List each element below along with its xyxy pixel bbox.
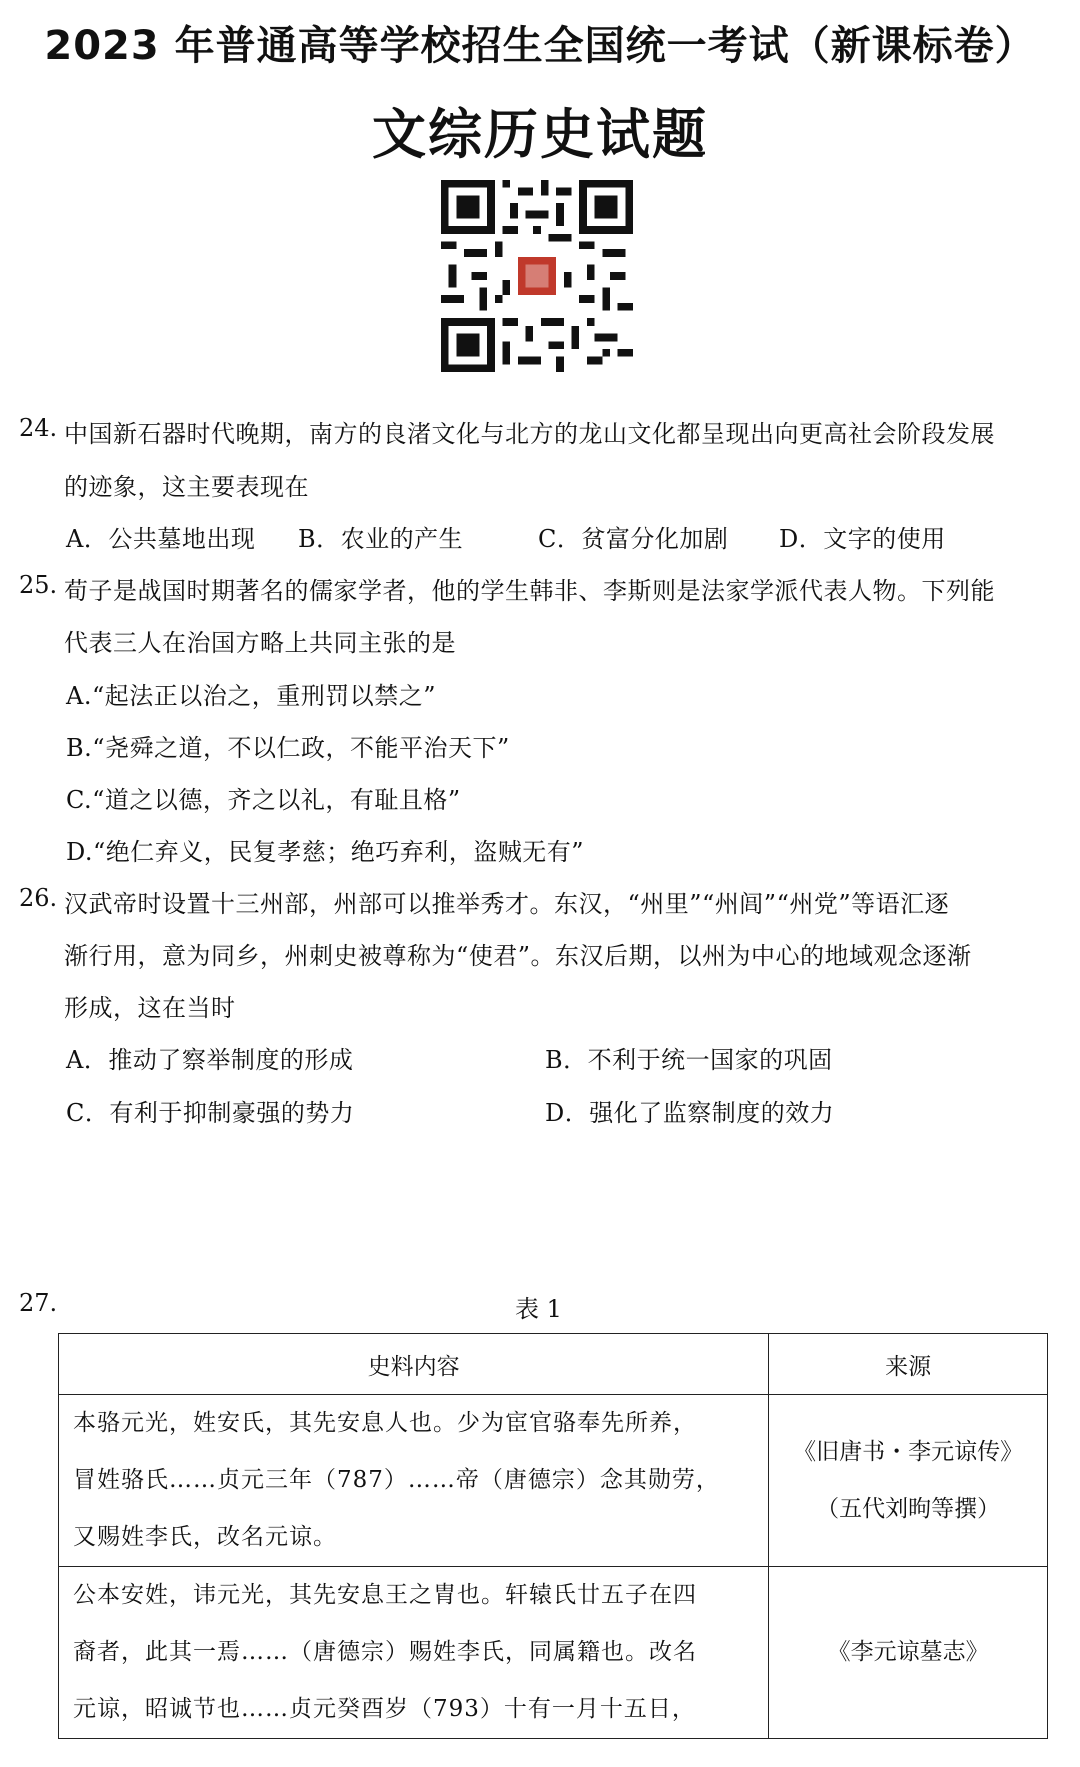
question-25-option-c: C.“道之以德，齐之以礼，有耻且格” [66,786,461,814]
table-row [59,1567,1048,1739]
question-number-25: 25. [19,571,58,599]
source-cell [769,1395,1048,1567]
question-number-26: 26. [19,884,58,912]
table-caption: 表 1 [515,1295,562,1323]
subject-title: 文综历史试题 [372,103,708,166]
question-25-option-a: A.“起法正以治之，重刑罚以禁之” [66,682,436,710]
question-26-option-d: D．强化了监察制度的效力 [545,1099,835,1127]
question-26-option-c: C．有利于抑制豪强的势力 [66,1099,355,1127]
content-line: 又赐姓李氏，改名元谅。 [73,1524,337,1550]
column-header-source: 来源 [769,1334,1048,1395]
question-25-option-d: D.“绝仁弃义，民复孝慈；绝巧弃利，盗贼无有” [66,838,585,866]
question-26-stem-line2: 渐行用，意为同乡，州刺史被尊称为“使君”。东汉后期，以州为中心的地域观念逐渐 [64,942,972,970]
question-number-24: 24. [19,414,58,442]
question-25-stem-line2: 代表三人在治国方略上共同主张的是 [64,629,456,657]
content-line: 本骆元光，姓安氏，其先安息人也。少为宦官骆奉先所养， [73,1410,697,1436]
content-line: 公本安姓，讳元光，其先安息王之胄也。轩辕氏廿五子在四 [73,1582,697,1608]
source-line: （五代刘昫等撰） [816,1495,1001,1522]
question-24-option-b: B．农业的产生 [298,525,464,553]
exam-title: 2023 年普通高等学校招生全国统一考试（新课标卷） [44,23,1036,69]
question-26-option-a: A．推动了察举制度的形成 [66,1046,354,1074]
table-row [59,1395,1048,1567]
question-24-option-d: D．文字的使用 [779,525,946,553]
source-table [58,1333,1048,1739]
question-25-option-b: B.“尧舜之道，不以仁政，不能平治天下” [66,734,510,762]
content-cell [59,1395,769,1567]
content-line: 裔者，此其一焉……（唐德宗）赐姓李氏，同属籍也。改名 [73,1639,697,1665]
source-line: 《旧唐书・李元谅传》 [793,1438,1024,1465]
source-line: 《李元谅墓志》 [827,1639,989,1665]
question-24-option-a: A．公共墓地出现 [66,525,256,553]
question-number-27: 27. [19,1289,58,1317]
question-26-option-b: B．不利于统一国家的巩固 [545,1046,833,1074]
question-24-stem-line1: 中国新石器时代晚期，南方的良渚文化与北方的龙山文化都呈现出向更高社会阶段发展 [64,420,995,448]
source-cell [769,1567,1048,1739]
content-cell [59,1567,769,1739]
table-header-row [59,1334,1048,1395]
qr-code [441,180,633,372]
question-24-stem-line2: 的迹象，这主要表现在 [64,473,309,501]
content-line: 元谅，昭诚节也……贞元癸酉岁（793）十有一月十五日， [73,1696,696,1722]
content-line: 冒姓骆氏……贞元三年（787）……帝（唐德宗）念其勋劳， [73,1467,720,1493]
question-25-stem-line1: 荀子是战国时期著名的儒家学者，他的学生韩非、李斯则是法家学派代表人物。下列能 [64,577,995,605]
question-26-stem-line1: 汉武帝时设置十三州部，州部可以推举秀才。东汉，“州里”“州闾”“州党”等语汇逐 [64,890,950,918]
column-header-content: 史料内容 [59,1334,769,1395]
question-24-option-c: C．贫富分化加剧 [538,525,729,553]
question-26-stem-line3: 形成，这在当时 [64,994,236,1022]
